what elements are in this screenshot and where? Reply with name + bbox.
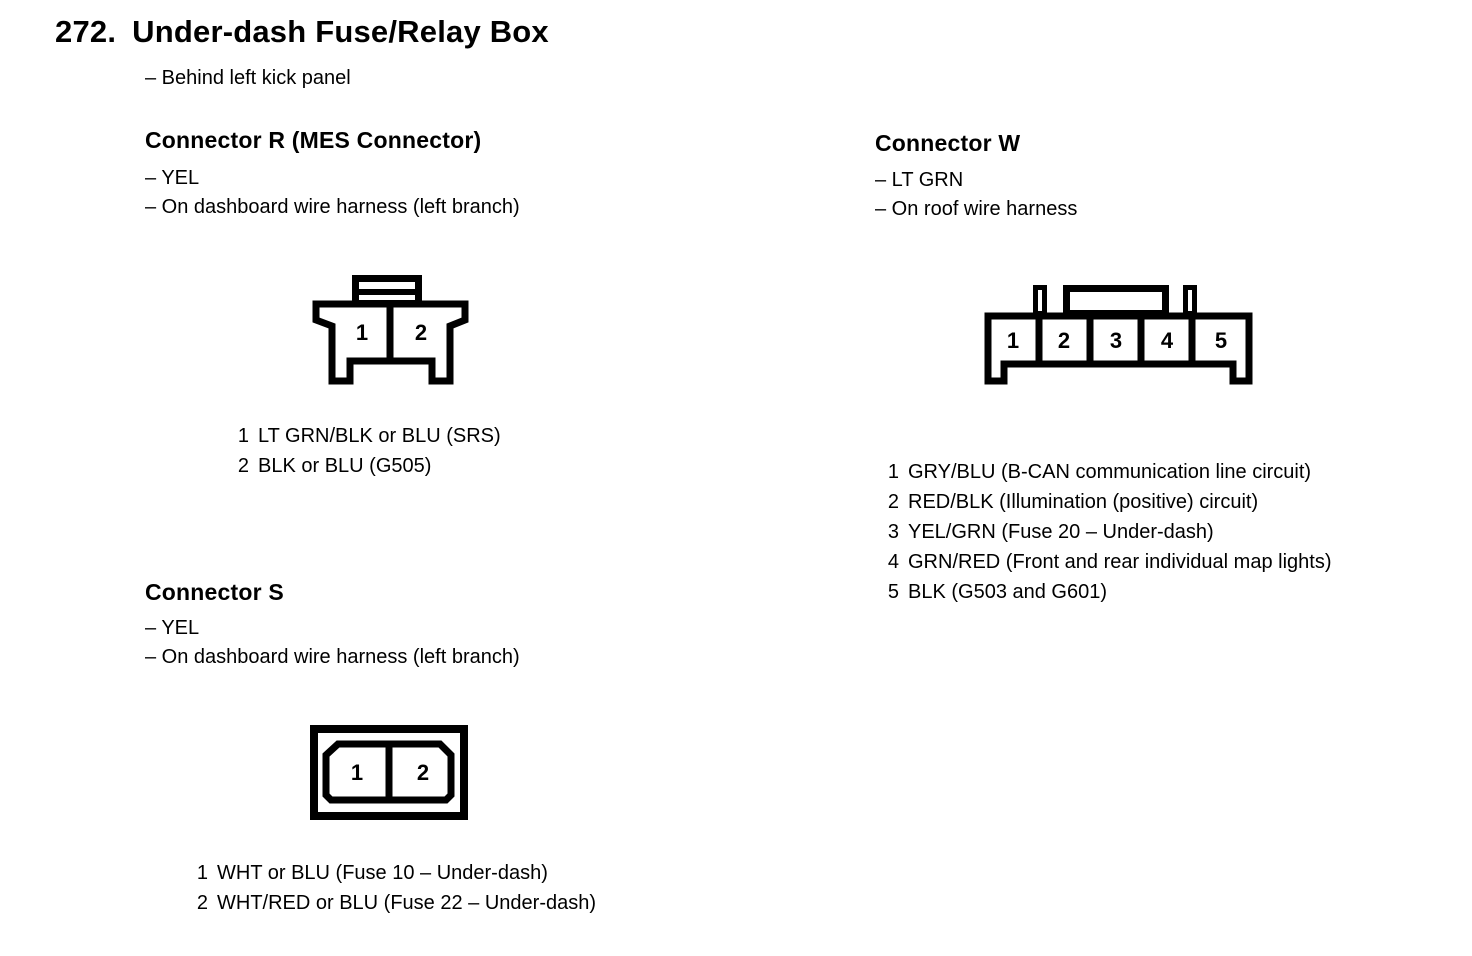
pin-row [886,547,1332,577]
section-title-text: Under-dash Fuse/Relay Box [132,14,549,49]
connector-post [1186,288,1195,314]
pin-number: 2 [196,892,208,914]
cavity-number: 2 [416,760,430,785]
cavity-number: 1 [1006,328,1020,353]
page-subtitle: – Behind left kick panel [145,67,351,89]
connector-w-heading: Connector W [875,130,1021,156]
pin-row [886,487,1332,517]
pin-description: RED/BLK (Illumination (positive) circuit) [908,491,1259,513]
cavity-number: 5 [1214,328,1228,353]
pin-description: WHT/RED or BLU (Fuse 22 – Under-dash) [217,892,597,914]
pin-row [195,888,596,918]
note-line: – On roof wire harness [875,198,1078,220]
pin-row [886,577,1332,607]
pin-row [886,517,1332,547]
connector-w-pin-list [886,457,1332,607]
cavity-number: 1 [350,760,364,785]
pin-row [236,421,501,451]
note-line: – YEL [145,617,200,639]
cavity-number: 2 [414,320,428,345]
pin-number: 1 [237,425,249,447]
pin-row [236,451,501,481]
connector-post [1036,288,1045,314]
note-line: – On dashboard wire harness (left branch) [145,196,520,218]
cavity-number: 3 [1109,328,1123,353]
connector-r-pin-list [236,421,501,481]
pin-description: YEL/GRN (Fuse 20 – Under-dash) [908,521,1214,543]
pin-number: 2 [887,491,899,513]
note-line: – YEL [145,167,200,189]
pin-description: LT GRN/BLK or BLU (SRS) [258,425,501,447]
connector-s-heading: Connector S [145,579,284,605]
connector-lock-tab [1067,289,1166,314]
cavity-number: 4 [1160,328,1174,353]
pin-number: 1 [196,862,208,884]
pin-row [195,858,596,888]
section-number: 272. [55,14,117,49]
connector-r-notes [145,164,520,222]
pin-row [886,457,1332,487]
connector-r-diagram [303,266,479,392]
note-line: – On dashboard wire harness (left branch) [145,646,520,668]
pin-description: BLK or BLU (G505) [258,455,432,477]
pin-description: BLK (G503 and G601) [908,581,1108,603]
connector-s-pin-list [195,858,596,918]
pin-number: 5 [887,581,899,603]
cavity-number: 2 [1057,328,1071,353]
pin-description: WHT or BLU (Fuse 10 – Under-dash) [217,862,548,884]
pin-number: 2 [237,455,249,477]
connector-s-notes [145,614,520,672]
note-line: – LT GRN [875,169,964,191]
connector-s-diagram [300,717,478,828]
pin-description: GRY/BLU (B-CAN communication line circuit) [908,461,1312,483]
pin-number: 4 [887,551,899,573]
page-title [55,14,549,50]
cavity-number: 1 [355,320,369,345]
pin-number: 3 [887,521,899,543]
connector-w-notes [875,166,1077,224]
connector-w-diagram [976,276,1264,396]
connector-r-heading: Connector R (MES Connector) [145,127,482,153]
pin-number: 1 [887,461,899,483]
pin-description: GRN/RED (Front and rear individual map lights) [908,551,1332,573]
